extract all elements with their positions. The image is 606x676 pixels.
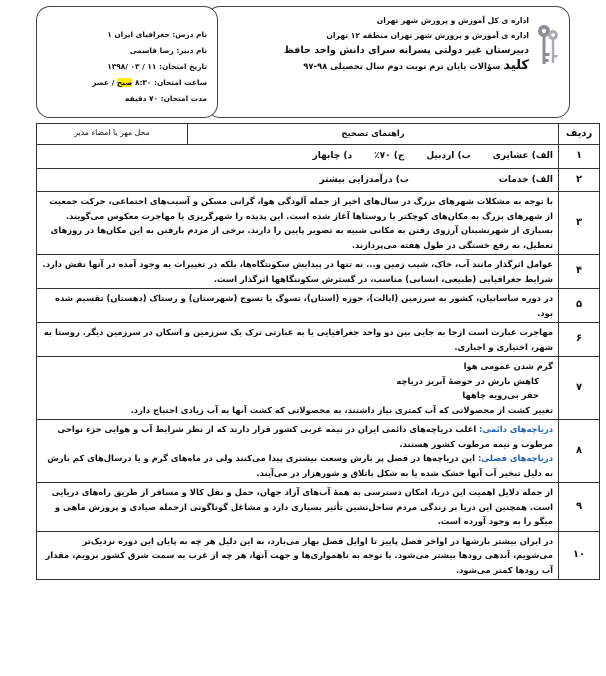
exam-time-suffix: / عصر: [92, 78, 115, 87]
school-header: [206, 6, 570, 118]
answer-line: کاهش بارش در حوضهٔ آبریز دریاچه: [396, 375, 539, 386]
table-row: [37, 255, 600, 289]
answer-cell: مهاجرت عبارت است ازجا به جایی بین دو واحد جغرافیایی یا به عبارتی ترک یک سرزمین و اسکان در سرزمین دیگر. روستا به شهر، اختیاری و اجباری.: [37, 323, 559, 357]
exam-time: [92, 75, 207, 91]
exam-duration: مدت امتحان: ۷۰ دقیقه: [125, 94, 207, 103]
answer-cell: در دوره ساسانیان، کشور به سرزمین (ایالت)، حوزه (استان)، تسوگ یا تسوج (شهرستان) و رستاک (دهستان) تقسیم شده بود.: [37, 289, 559, 323]
course-name: نام درس: جغرافیای ایران ۱: [107, 30, 207, 39]
exam-date: تاریخ امتحان: ۱۱ / ۰۳ /۱۳۹۸: [107, 62, 207, 71]
table-row: [37, 168, 600, 192]
row-number: ۳: [559, 192, 600, 255]
teacher-name: نام دبیر: رضا قاسمی: [129, 46, 207, 55]
answer-part: الف) عشایری: [492, 151, 553, 161]
table-row: [37, 289, 600, 323]
row-number: ۸: [559, 420, 600, 483]
key-label: کلید: [503, 58, 529, 73]
answer-part: ج) ۷۰٪: [374, 151, 405, 161]
answer-line: تغییر کشت از محصولاتی که آب کمتری نیاز داشتند، به محصولاتی که کشت آنها به آب زیادی احتیاج دارد.: [130, 404, 553, 415]
row-number: ۱: [559, 145, 600, 169]
row-number: ۵: [559, 289, 600, 323]
exam-title-text: سؤالات پایان ترم نوبت دوم سال تحصیلی ۹۸-۹۷: [303, 61, 501, 71]
permanent-lakes-label: دریاچه‌های دائمی:: [479, 424, 553, 434]
seasonal-lakes-label: دریاچه‌های فصلی:: [477, 453, 553, 463]
school-name: دبیرستان غیر دولتی پسرانه سرای دانش واحد حافظ: [283, 45, 529, 56]
answer-cell: [37, 145, 559, 169]
table-row: [37, 420, 600, 483]
answer-line: حفر بی‌رویه چاهها: [462, 390, 539, 400]
table-row: [37, 357, 600, 420]
row-number: ۱۰: [559, 531, 600, 580]
answer-cell: [37, 168, 559, 192]
answer-cell: [37, 420, 559, 483]
answer-cell: از جمله دلایل اهمیت این دریا، امکان دسترسی به همهٔ آب‌های آزاد جهان، حمل و نقل کالا و مسافر از طریق راه‌های دریایی است. همچنین این دریا بر زندگی مردم ساحل‌نشین تأثیر بسیاری دارد و مشاغل گوناگونی ازجمله صیادی و پرورش ماهی و میگو را به وجود آورده است.: [37, 483, 559, 532]
table-row: [37, 192, 600, 255]
answer-part: ب) اردبیل: [426, 151, 471, 161]
answer-part: د) چابهار: [312, 151, 353, 161]
table-header-row: [37, 124, 600, 145]
row-number: ۴: [559, 255, 600, 289]
answer-key-table: [36, 123, 600, 580]
org-line-1: اداره ی کل آموزش و پرورش شهر تهران: [376, 16, 529, 25]
answer-part: ب) درآمدزایی بیشتر: [319, 174, 409, 185]
row-number: ۷: [559, 357, 600, 420]
exam-time-prefix: ساعت امتحان: ۸:۳۰: [134, 78, 207, 87]
org-line-2: اداره ی آموزش و پرورش شهر تهران منطقه ۱۲ تهران: [326, 31, 529, 40]
seasonal-lakes-text: این دریاچه‌ها در فصل پر بارش وسعت بیشتری پیدا می‌کنند ولی در ماه‌های گرم و یا درسال‌های کم بارش به دلیل تبخیر آب آنها خشک شده یا به شکل باتلاق و شورهزار در می‌آیند.: [47, 453, 553, 478]
answer-cell: در ایران بیشتر بارشها در اواخر فصل پاییز تا اوایل فصل بهار می‌بارد، به این دلیل هر چه به پایان این دوره نزدیک‌تر می‌شویم، آبدهی رودها بیشتر می‌شود. با توجه به ناهمواری‌ها و جهت آنها، هر چه از غرب به سمت شرق کشور برویم، مقدار آب رودها کمتر می‌شود.: [37, 531, 559, 580]
answer-cell: با توجه به مشکلات شهرهای بزرگ در سال‌های اخیر از جمله آلودگی هوا، گرانی مسکن و آسیب‌های اجتماعی، حرکت جمعیت از شهرهای بزرگ به مکان‌های کوچکتر یا روستاها آغاز شده است. این پدیده را شهرگریزی یا مهاجرت معکوس می‌گویند. بسیاری از شهرنشینان آرزوی رفتن به مکانی شبیه به تصویر پایین را دارند. برخی از مردم بارفتن به این مکان‌ها در روزهای تعطیل، به رفع خستگی در طول هفته می‌پردازند.: [37, 192, 559, 255]
exam-title: [284, 58, 529, 74]
answer-part: الف) خدمات: [498, 174, 553, 185]
row-number: ۲: [559, 168, 600, 192]
answer-cell: عوامل اثرگذار مانند آب، خاک، شیب زمین و... نه تنها در پیدایش سکونتگاه‌ها، بلکه در تغییرات به وجود آمده در آنها نقش دارد. شرایط جغرافیایی (طبیعی، انسانی) مناسب، در گسترش سکونتگاهها اثرگذار است.: [37, 255, 559, 289]
answer-line: گرم شدن عمومی هوا: [463, 361, 553, 371]
table-row: [37, 323, 600, 357]
col-num-header: ردیف: [559, 124, 600, 145]
col-guide-header: راهنمای تصحیح: [188, 124, 559, 145]
exam-info-box: [36, 6, 218, 118]
table-row: [37, 531, 600, 580]
answer-cell: [37, 357, 559, 420]
exam-time-highlight: صبح: [116, 78, 133, 87]
table-row: [37, 145, 600, 169]
permanent-lakes-text: اغلب دریاچه‌های دائمی ایران در نیمه غربی کشور قرار دارند که از نظر شرایط آب و هوایی جزء نواحی مرطوب و نیمه مرطوب کشور هستند.: [57, 424, 553, 449]
table-row: [37, 483, 600, 532]
keys-icon: [535, 23, 561, 69]
row-number: ۹: [559, 483, 600, 532]
row-number: ۶: [559, 323, 600, 357]
col-sign-header: محل مهر یا امضاء مدیر: [37, 124, 188, 145]
